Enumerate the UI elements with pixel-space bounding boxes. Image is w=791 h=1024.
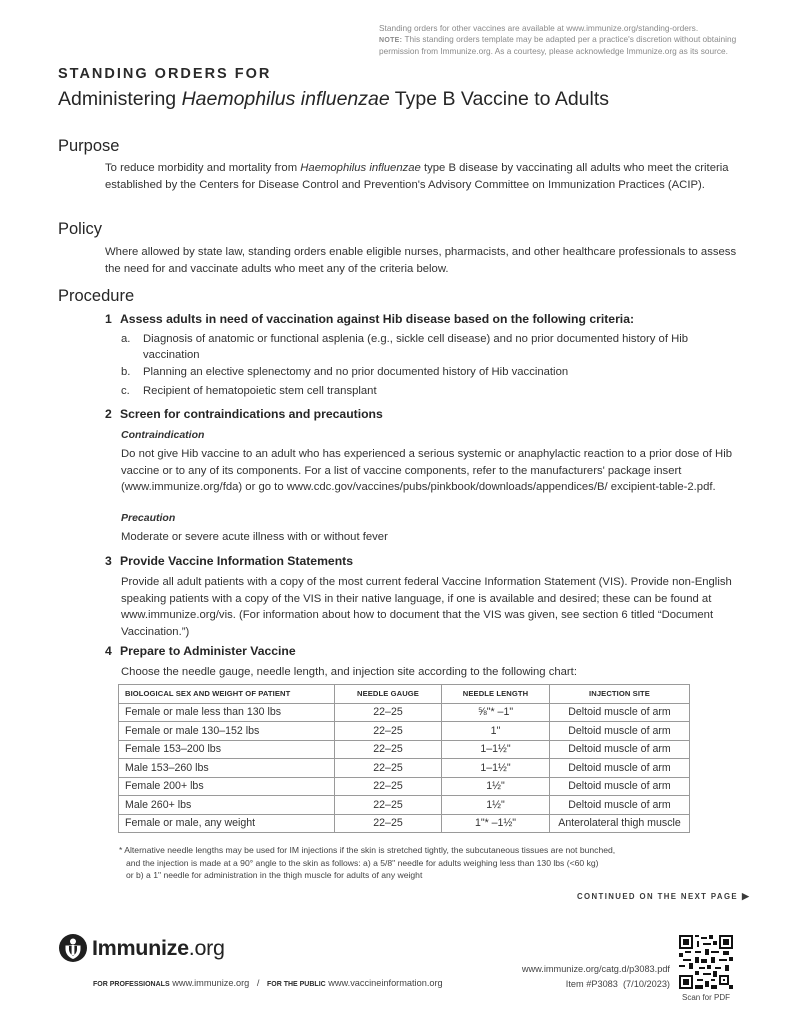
title-italic-part: Haemophilus influenzae: [181, 88, 390, 110]
table-cell: Male 153–260 lbs: [119, 759, 335, 778]
purpose-text-part: To reduce morbidity and mortality from: [105, 162, 301, 174]
step-title: Provide Vaccine Information Statements: [120, 554, 353, 568]
table-cell: Anterolateral thigh muscle: [550, 814, 690, 833]
table-cell: Female 153–200 lbs: [119, 740, 335, 759]
note-text: This standing orders template may be adapted per a practice's discretion without obtaining permission from Immunize.org. As a courtesy, please acknowledge Immunize.org as its source.: [379, 34, 737, 56]
table-cell: 22–25: [335, 703, 442, 722]
table-cell: Female or male, any weight: [119, 814, 335, 833]
table-cell: 1–1½": [442, 759, 550, 778]
table-cell: ⅝"* –1": [442, 703, 550, 722]
precaution-label: Precaution: [121, 512, 176, 524]
criteria-text: Recipient of hematopoietic stem cell transplant: [143, 385, 377, 397]
criteria-item-a: [121, 331, 711, 365]
step-3-heading: [105, 554, 353, 568]
step-title: Assess adults in need of vaccination against Hib disease based on the following criteria:: [120, 312, 635, 326]
table-cell: Deltoid muscle of arm: [550, 796, 690, 815]
table-cell: 22–25: [335, 796, 442, 815]
needle-chart-intro: Choose the needle gauge, needle length, and injection site according to the following chart:: [121, 666, 577, 678]
purpose-text: [105, 160, 745, 193]
table-row: [119, 722, 690, 741]
policy-text: Where allowed by state law, standing orders enable eligible nurses, pharmacists, and other healthcare professionals to assess the need for and vaccinate adults who meet any of the criteria below.: [105, 246, 737, 275]
vis-text: Provide all adult patients with a copy of the most current federal Vaccine Information Statement (VIS). Provide non-English speaking patients with a copy of the VIS in their native language, if one is available and desired; these can be found at www.immunize.org/vis. (For information about how to document that the VIS was given, see section 6 titled “Document Vaccination.”): [121, 576, 732, 638]
contraindication-text: Do not give Hib vaccine to an adult who has experienced a serious systemic or anaphylactic reaction to a prior dose of Hib vaccine or to any of its components. For a list of vaccine components, refer to the manufacturers' package insert (www.immunize.org/fda) or go to www.cdc.gov/vaccines/pubs/pinkbook/downloads/appendices/B/ excipient-table-2.pdf.: [121, 448, 732, 493]
criteria-item-b: [121, 364, 711, 380]
criteria-letter: c.: [121, 385, 130, 397]
table-cell: 1": [442, 722, 550, 741]
purpose-heading: Purpose: [58, 137, 120, 155]
footnote-line: * Alternative needle lengths may be used for IM injections if the skin is stretched tightly, the subcutaneous tissues are not bunched,: [119, 845, 616, 855]
needle-footnote: [119, 844, 719, 882]
table-cell: 1½": [442, 796, 550, 815]
criteria-text: Diagnosis of anatomic or functional asplenia (e.g., sickle cell disease) and no prior documented history of Hib vaccination: [143, 333, 689, 361]
table-cell: 1"* –1½": [442, 814, 550, 833]
column-header: INJECTION SITE: [550, 685, 690, 704]
continued-label: CONTINUED ON THE NEXT PAGE: [577, 892, 739, 901]
table-row: [119, 740, 690, 759]
title-part: Type B Vaccine to Adults: [389, 88, 610, 110]
title-part: Administering: [58, 88, 182, 110]
triangle-right-icon: ▶: [742, 891, 749, 901]
note-line-1: Standing orders for other vaccines are available at www.immunize.org/standing-orders.: [379, 23, 699, 33]
footer-item-info: [500, 962, 670, 992]
table-row: [119, 814, 690, 833]
step-number: 3: [105, 554, 112, 568]
note-label: NOTE:: [379, 37, 403, 44]
logo-suffix: .org: [188, 935, 225, 960]
table-cell: Deltoid muscle of arm: [550, 722, 690, 741]
table-cell: Deltoid muscle of arm: [550, 740, 690, 759]
procedure-heading: Procedure: [58, 287, 135, 305]
table-cell: 1½": [442, 777, 550, 796]
column-header: NEEDLE GAUGE: [335, 685, 442, 704]
public-link[interactable]: www.vaccineinformation.org: [328, 978, 443, 988]
table-cell: 22–25: [335, 814, 442, 833]
criteria-item-c: [121, 383, 711, 399]
logo-main: Immunize: [92, 935, 189, 960]
immunize-logo-icon: [58, 933, 88, 963]
step-title: Screen for contraindications and precautions: [120, 407, 383, 421]
criteria-letter: a.: [121, 333, 131, 345]
table-cell: Female or male less than 130 lbs: [119, 703, 335, 722]
needle-table: [118, 684, 690, 833]
table-cell: Deltoid muscle of arm: [550, 703, 690, 722]
continued-next-page[interactable]: [577, 891, 749, 902]
column-header: NEEDLE LENGTH: [442, 685, 550, 704]
table-cell: 1–1½": [442, 740, 550, 759]
policy-heading: Policy: [58, 220, 103, 238]
table-header-row: [119, 685, 690, 704]
separator: /: [256, 978, 260, 988]
page-title: [58, 88, 609, 111]
purpose-text-italic: Haemophilus influenzae: [300, 162, 421, 174]
table-cell: Male 260+ lbs: [119, 796, 335, 815]
table-cell: 22–25: [335, 740, 442, 759]
qr-caption: Scan for PDF: [681, 993, 730, 1002]
pdf-link[interactable]: www.immunize.org/catg.d/p3083.pdf: [521, 964, 670, 974]
purpose-text-part: type B disease by vaccinating all adults who meet the criteria established by the Centers for Disease Control and Prevention's Advisory Committee on Immunization Practices (ACIP).: [105, 162, 729, 191]
immunize-logo: [58, 933, 225, 963]
footnote-line: or b) a 1" needle for administration in the thigh muscle for adults of any weight: [126, 870, 423, 880]
step-number: 2: [105, 407, 112, 421]
standing-orders-note: [379, 23, 749, 57]
table-cell: Deltoid muscle of arm: [550, 777, 690, 796]
page-kicker: STANDING ORDERS FOR: [58, 66, 272, 82]
step-number: 1: [105, 312, 112, 326]
public-label: FOR THE PUBLIC: [266, 981, 326, 988]
table-cell: Female 200+ lbs: [119, 777, 335, 796]
step-number: 4: [105, 644, 112, 658]
table-cell: 22–25: [335, 777, 442, 796]
table-cell: 22–25: [335, 722, 442, 741]
table-row: [119, 703, 690, 722]
table-cell: Deltoid muscle of arm: [550, 759, 690, 778]
contraindication-label: Contraindication: [121, 429, 205, 441]
criteria-letter: b.: [121, 366, 131, 378]
precaution-text: Moderate or severe acute illness with or without fever: [121, 531, 388, 543]
footer-links: [93, 978, 443, 988]
criteria-text: Planning an elective splenectomy and no prior documented history of Hib vaccination: [143, 366, 569, 378]
professionals-link[interactable]: www.immunize.org: [172, 978, 250, 988]
table-row: [119, 796, 690, 815]
step-1-heading: [105, 312, 634, 326]
item-number: Item #P3083 (7/10/2023): [565, 979, 670, 989]
table-row: [119, 777, 690, 796]
table-cell: 22–25: [335, 759, 442, 778]
column-header: BIOLOGICAL SEX AND WEIGHT OF PATIENT: [119, 685, 335, 704]
step-2-heading: [105, 407, 383, 421]
table-cell: Female or male 130–152 lbs: [119, 722, 335, 741]
logo-wordmark: [92, 936, 225, 961]
table-row: [119, 759, 690, 778]
footnote-line: and the injection is made at a 90° angle to the skin as follows: a) a 5/8" needle for adults weighing less than 130 lbs (<60 kg): [126, 857, 599, 868]
step-4-heading: [105, 644, 296, 658]
step-title: Prepare to Administer Vaccine: [120, 644, 296, 658]
professionals-label: FOR PROFESSIONALS: [93, 981, 170, 988]
qr-code-icon[interactable]: [679, 935, 733, 989]
